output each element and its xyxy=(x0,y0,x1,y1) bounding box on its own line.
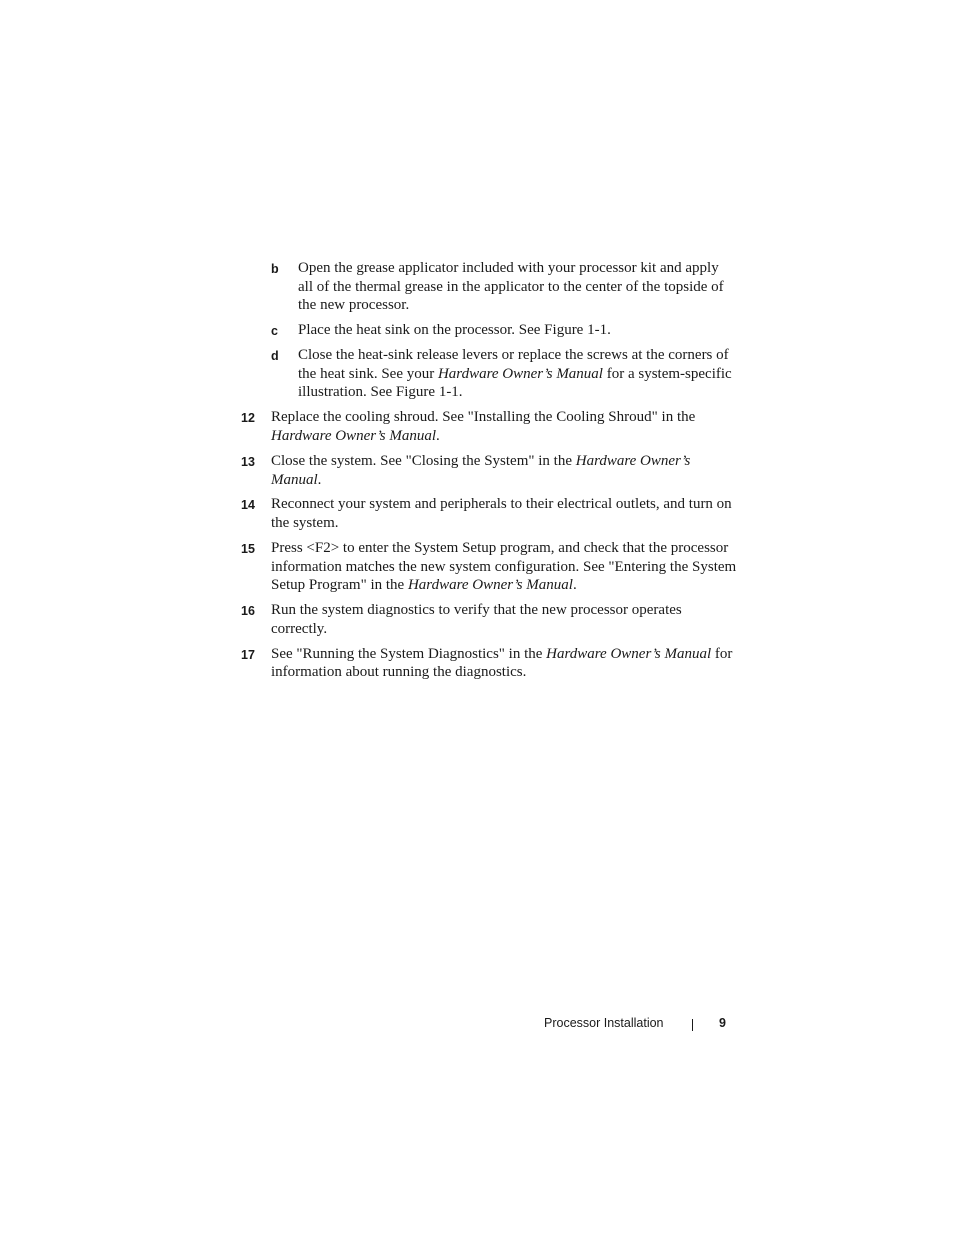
step-text-run: See "Running the System Diagnostics" in the xyxy=(271,645,547,662)
step-text xyxy=(271,452,737,489)
step-marker: 14 xyxy=(241,498,255,513)
manual-reference: Hardware Owner’s Manual xyxy=(271,452,691,488)
step-marker: c xyxy=(271,324,278,339)
sub-step xyxy=(241,346,737,402)
manual-reference: Hardware Owner’s Manual xyxy=(407,577,573,594)
manual-reference: Hardware Owner’s Manual xyxy=(271,427,437,444)
step-text xyxy=(271,539,737,595)
step xyxy=(241,601,737,638)
step-text-run: Open the grease applicator included with your processor kit and apply all of the thermal grease in the applicator to the center of the topside of the new processor. xyxy=(298,260,724,314)
step-marker: d xyxy=(271,349,279,364)
step-marker: 13 xyxy=(241,454,255,469)
manual-reference: Hardware Owner’s Manual xyxy=(437,365,603,382)
step-text-run: . xyxy=(436,427,440,444)
step-marker: 17 xyxy=(241,647,255,662)
step-text-run: for a system-specific illustration. See Figure 1-1. xyxy=(298,365,732,401)
step xyxy=(241,452,737,489)
step-text xyxy=(298,346,737,402)
instruction-list xyxy=(241,259,737,688)
page-number: 9 xyxy=(719,1016,726,1030)
step-marker: 15 xyxy=(241,542,255,557)
step-text-run: Press <F2> to enter the System Setup program, and check that the processor information matches the new system configuration. See "Entering the System Setup Program" in the xyxy=(271,540,737,594)
step-text-run: Close the heat-sink release levers or replace the screws at the corners of the heat sink. See your xyxy=(298,347,729,382)
sub-step xyxy=(241,321,737,340)
step-text xyxy=(271,495,737,532)
footer-separator xyxy=(692,1019,693,1031)
step-marker: 12 xyxy=(241,411,255,426)
step-text-run: Replace the cooling shroud. See "Installing the Cooling Shroud" in the xyxy=(271,409,696,426)
step-text xyxy=(271,601,737,638)
step-text-run: . xyxy=(317,471,322,488)
step-marker: 16 xyxy=(241,604,255,619)
step-text-run: . xyxy=(572,577,577,594)
sub-step xyxy=(241,259,737,315)
step-text-run: Run the system diagnostics to verify that the new processor operates correctly. xyxy=(271,602,682,637)
step xyxy=(241,645,737,682)
step-text xyxy=(298,321,737,340)
step-text-run: Close the system. See "Closing the System" in the xyxy=(271,452,576,469)
manual-reference: Hardware Owner’s Manual xyxy=(546,645,712,662)
footer-section-title: Processor Installation xyxy=(544,1016,664,1030)
step-marker: b xyxy=(271,262,279,276)
step-text-run: Reconnect your system and peripherals to their electrical outlets, and turn on the system. xyxy=(271,496,732,532)
step-text xyxy=(298,259,737,315)
step xyxy=(241,495,737,532)
step xyxy=(241,539,737,595)
step-text-run: Place the heat sink on the processor. See Figure 1-1. xyxy=(298,322,611,339)
step xyxy=(241,408,737,445)
step-text-run: for information about running the diagnostics. xyxy=(271,645,733,681)
step-text xyxy=(271,645,737,682)
step-text xyxy=(271,408,737,445)
